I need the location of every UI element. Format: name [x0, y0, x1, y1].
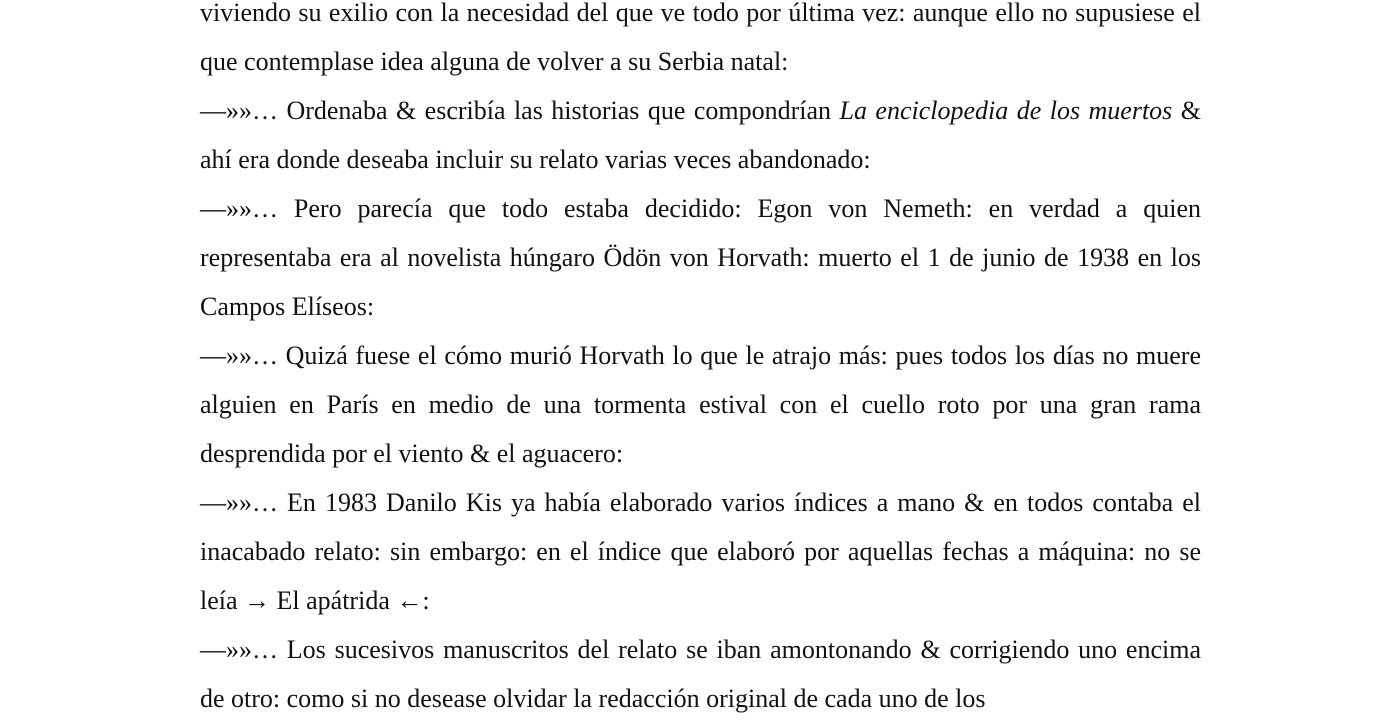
paragraph-3: —»»… Pero parecía que todo estaba decidido: Egon von Nemeth: en verdad a quien representaba era al novelista húngaro Ödön von Horvath: muerto el 1 de junio de 1938 en los Campos Elíseos: — [200, 194, 1201, 321]
paragraph-5: —»»… En 1983 Danilo Kis ya había elaborado varios índices a mano & en todos contaba el inacabado relato: sin embargo: en el índice que elaboró por aquellas fechas a máquina: no se leía → El apátrida ←: — [200, 488, 1201, 615]
paragraph-4: —»»… Quizá fuese el cómo murió Horvath lo que le atrajo más: pues todos los días no muere alguien en París en medio de una tormenta estival con el cuello roto por una gran rama desprendida por el viento & el aguacero: — [200, 341, 1201, 468]
book-title: La enciclopedia de los muertos — [839, 96, 1173, 125]
paragraph-2-text-before: —»»… Ordenaba & escribía las historias que compondrían — [200, 96, 840, 125]
paragraph-2-text-after: & ahí era donde deseaba incluir su relato varias veces abandonado: — [200, 96, 1201, 174]
document-page — [200, 0, 1201, 723]
paragraph-6: —»»… Los sucesivos manuscritos del relato se iban amontonando & corrigiendo uno encima de otro: como si no desease olvidar la redacción original de cada uno de los — [200, 635, 1201, 713]
paragraph-1: viviendo su exilio con la necesidad del que ve todo por última vez: aunque ello no supusiese el que contemplase idea alguna de volver a su Serbia natal: — [200, 0, 1201, 76]
paragraph-2 — [200, 86, 1201, 184]
